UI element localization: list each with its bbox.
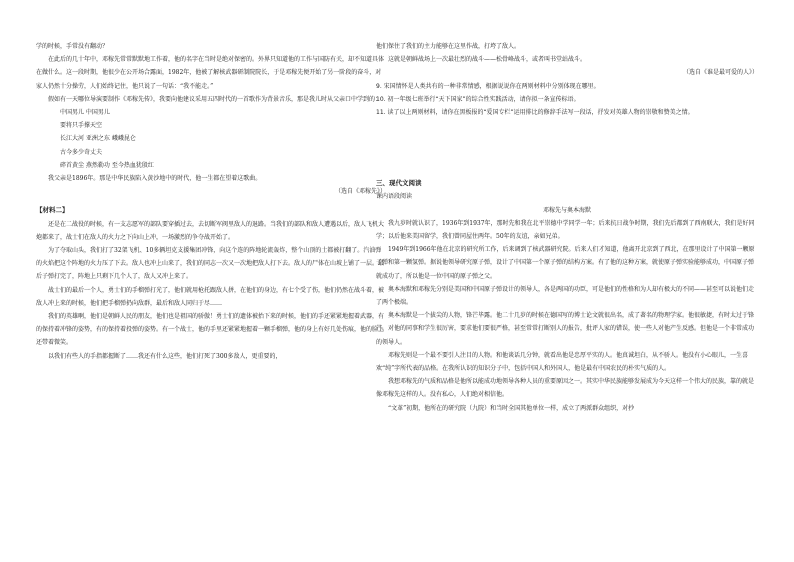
question-10: 10. 初一年级七班举行“天下国家”的综合性实践活动，请你拟一条宣传标语。 bbox=[376, 95, 580, 103]
right-column bbox=[376, 40, 758, 415]
paragraph: “文革”初期，他所在的研究院（九院）和当时全国其他单位一样，成立了两派群众组织，对抄 bbox=[388, 404, 635, 412]
paragraph: 还是在二战役的时候，有一支志愿军的部队要穿插过去，去切断军阀里敌人的退路。当我们的部队和敌人遭遇以后，敌人飞机大炮都来了，战士们在敌人的火力之下向山上冲，一场激烈的争夺战开始了。 bbox=[36, 220, 385, 241]
paragraph: 1949年到1966年他在北京的研究所工作，后来调到了核武器研究院。后来人们才知道，他离开北京到了西北，在那里设计了中国第一颗原子弹和第一颗氢弹。据说他领导研究原子弹，设计了中国第一个原子弹的结构方案。有了他的这种方案，就使原子弹实验能够成功，中国原子弹就成功了，所以他是一位中国的原子弹之父。 bbox=[376, 246, 755, 280]
subheading: 课内语段阅读 bbox=[376, 193, 413, 201]
paragraph: 我们的英雄啊，他们是朝鲜人民的朋友，他们也是祖国的骄傲！勇士们的遗体被抬下来的时候，他们的手还紧紧地握着武器，有的保持着冲锋的姿势，有的保持着投弹的姿势。有一个战士，他的手里还紧紧地握着一颗手榴弹，他的身上有好几处伤痕，他的脸上还带着微笑。 bbox=[36, 313, 385, 347]
source-note: （选自《谁是最可爱的人》） bbox=[682, 69, 758, 77]
section-heading: 三、现代文阅读 bbox=[376, 179, 422, 188]
lyric-line: 长江大河 亚洲之东 峨峨昆仑 bbox=[60, 135, 136, 143]
question-11: 11. 读了以上两则材料，请你在黑板报的“爱国专栏”运用排比的修辞手法写一段话，抒发对英雄人物的崇敬和赞美之情。 bbox=[376, 109, 694, 117]
lyric-line: 碎首黄尘 燕然勒功 至今热血犹殷红 bbox=[60, 161, 154, 169]
source-note: （选自《邓稼先》） bbox=[334, 188, 386, 196]
paragraph: 这就是朝鲜战场上一次最壮烈的战斗——松骨峰战斗，或者叫书堂站战斗。 bbox=[388, 56, 587, 64]
material-2-heading: 【材料二】 bbox=[36, 206, 69, 215]
paragraph: 奥本海默是一个拔尖的人物，锋芒毕露。他二十几岁的时候在德国写的博士论文就很出名，成了著名的物理学家。他很敏捷，有时太过于锋芒，对他的同事和学生很厉害，要求他们要很严格，甚至常常打断别人的报告，批评人家的错误，使一些人对他产生反感。但他是一个非常成功的领导人。 bbox=[376, 312, 755, 346]
lyric-line: 古今多少奇丈夫 bbox=[60, 148, 103, 156]
song-lyrics bbox=[36, 106, 386, 172]
paragraph: 以我们有些人的手指都握断了……我还有什么这些，他们打死了300多敌人，更重要的， bbox=[48, 352, 282, 360]
paragraph: 邓稼先则是一个最不要引人注目的人物。和他谈话几分钟，就看出他是忠厚平实的人。他真诚坦白，从不骄人。他没有小心眼儿，一生喜欢“纯”字所代表的品格。在我所认识的知识分子中，包括中国人和外国人，他是最有中国农民的朴实气质的人。 bbox=[376, 351, 749, 373]
lyric-line: 中国男儿 中国男儿 bbox=[60, 109, 110, 117]
paragraph: 为了夺取山头，我们打了32架飞机、10多辆坦克支援集团冲锋，向这个连的阵地轮流轰炸，整个山顶的土都被打翻了。汽油弹的火焰把这个阵地的火力压了下去。敌人也冲上山来了，我们的同志一次又一次地把敌人打下去。敌人的尸体在山坡上铺了一层。最后子弹打完了，阵地上只剩下几个人了，敌人又冲上来了。 bbox=[36, 247, 385, 281]
paragraph: 我父亲是1896年。那是中华民族陷入黄沙地中的时代，他一生都在望着这歌曲。 bbox=[48, 175, 262, 183]
paragraph: 我想邓稼先的气质和品格是他所以能成功地领导各种人员的重要原因之一。其实中华民族能够发展成为今天这样一个伟大的民族，靠的就是像邓稼先这样的人。没有私心，人们绝对相信他。 bbox=[376, 378, 755, 399]
paragraph: 学的时候，手常没有翻动？ bbox=[36, 43, 109, 50]
lyric-line: 要将只手撑天空 bbox=[60, 122, 103, 130]
paragraph: 在此后的几十年中，邓稼先常常默默地工作着，他的名字在当时是绝对保密的。外界只知道他的工作与国防有关，却不知道具体在做什么。这一段时期，他很少在公开场合露面，1982年，他被了解核武器研制院院长，于是邓稼先便开始了另一阶段的奋斗，对家人仍然十分操劳，人们始终记住，他只说了一句话：“我不能走。” bbox=[36, 56, 385, 90]
article-title: 邓稼先与奥本海默 bbox=[542, 206, 591, 214]
paragraph: 假如有一天哪位导演要制作《邓稼先传》，我要向他建议采用五四时代的一首歌作为背景音乐，那是我儿时从父亲口中学到的： bbox=[48, 95, 382, 103]
paragraph: 我九岁时就认识了，1936年到1937年，那时先和我在北平崇德中学同学一年；后来抗日战争时期，我们先后都到了西南联大，我们是好同学；以后他来美国留学，我们曾同屋住两年。50年的友谊，亲如兄弟。 bbox=[376, 219, 755, 241]
paragraph: 战士们的最后一个人，勇士们的手榴弹打光了，他们就用枪托跟敌人拼，在他们的身边，有七个受了伤，他们仍然在战斗着，被敌人冲上来的时候，他们把手榴弹扔向敌群，最后和敌人同归于尽…… bbox=[36, 286, 385, 307]
question-9: 9. 宋国情怀是人类共有的一种非常情感，根据说说你在两则材料中分别体现在哪里。 bbox=[376, 82, 600, 90]
left-column bbox=[36, 40, 386, 363]
paragraph: 奥本海默和邓稼先分别是美国和中国原子弹设计的领导人，各是两国的功臣，可是他们的性格和为人却有极大的不同——甚至可以说他们走了两个极端。 bbox=[376, 285, 755, 307]
paragraph: 他们保住了我们的主力能够在这里作战，打垮了敌人。 bbox=[376, 43, 521, 50]
